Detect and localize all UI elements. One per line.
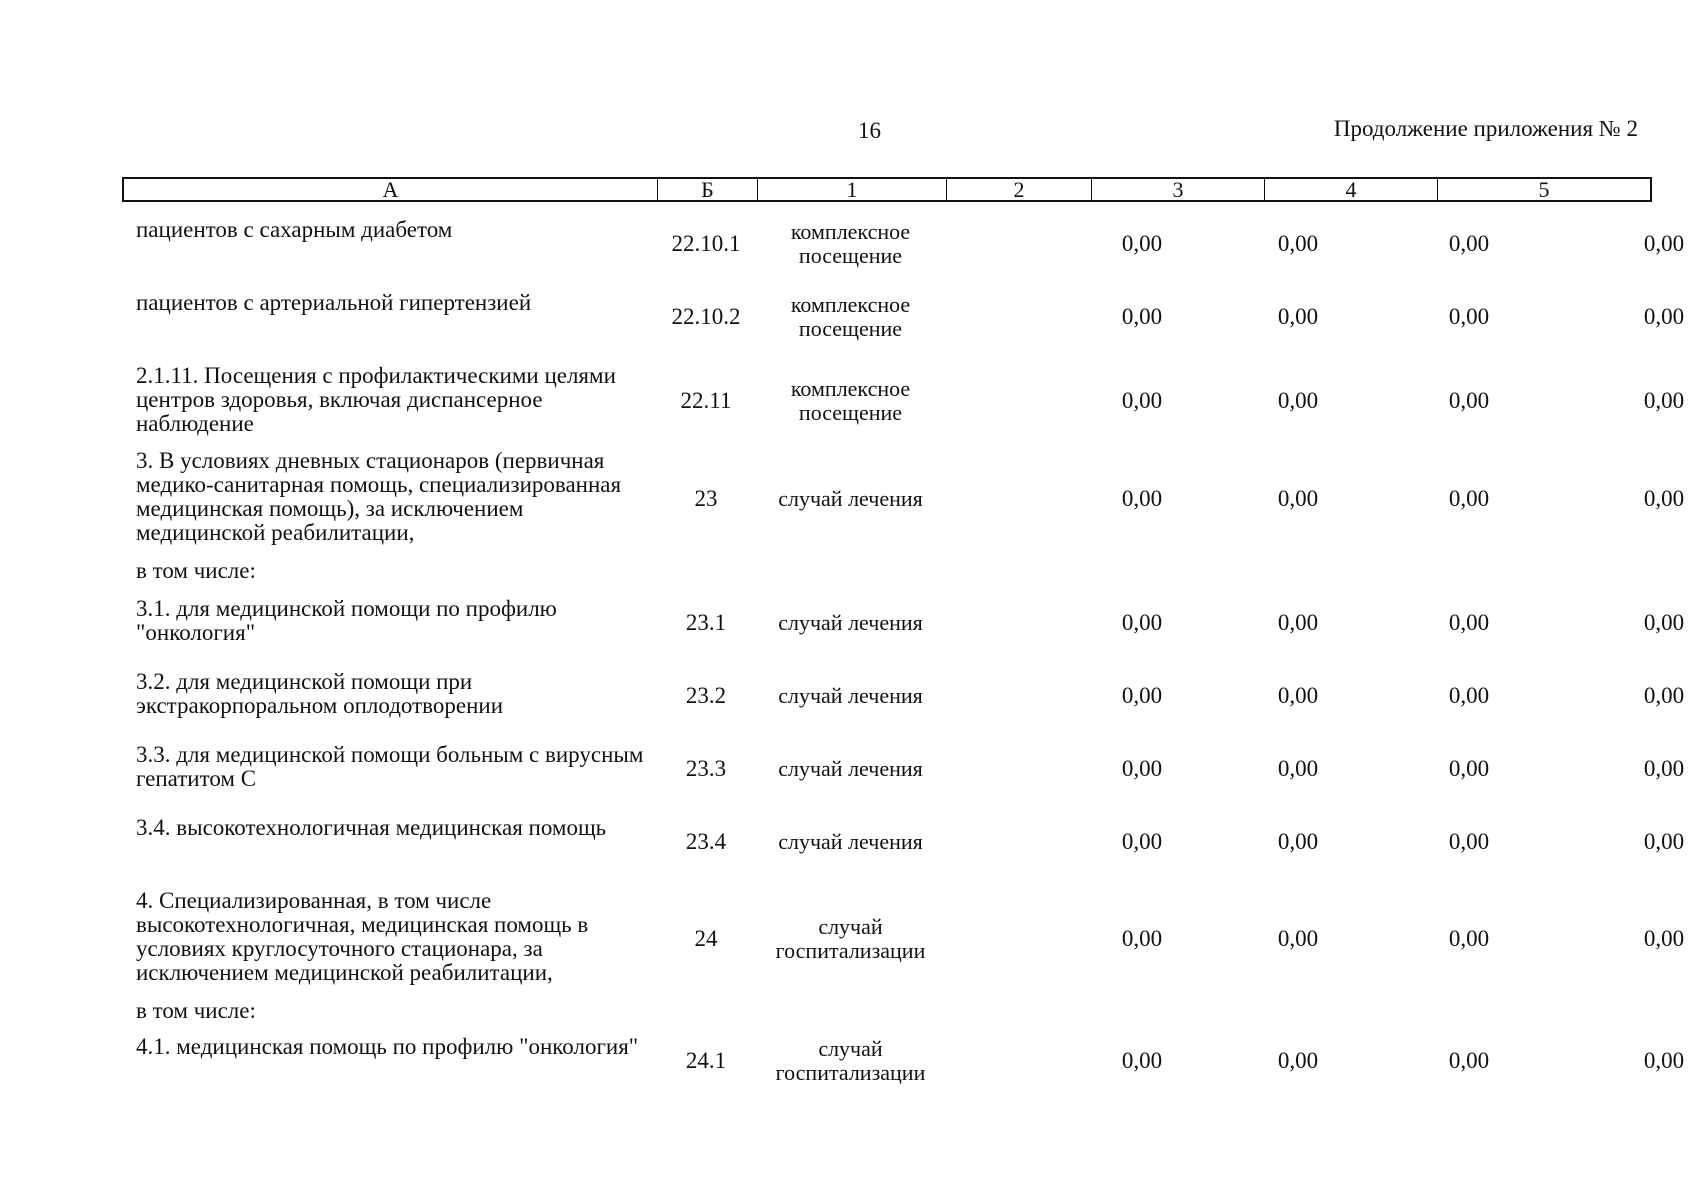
row-value-3: 0,00: [1277, 610, 1319, 635]
section-subheader: в том числе:: [136, 558, 256, 583]
row-code: 24: [694, 926, 718, 951]
row-value-3: 0,00: [1277, 1048, 1319, 1073]
table-row: [122, 217, 1685, 270]
row-value-2: 0,00: [1121, 756, 1163, 781]
row-unit: случай лечения: [778, 829, 923, 854]
table-row: [122, 596, 1685, 649]
row-name: 3.3. для медицинской помощи больным с вирусным гепатитом С: [136, 742, 644, 791]
table-row: [122, 742, 1685, 795]
row-name: 3.1. для медицинской помощи по профилю "онкология": [136, 596, 557, 645]
row-code: 23.3: [685, 756, 727, 781]
row-value-5: 0,00: [1643, 486, 1685, 511]
table-row: [122, 888, 1685, 989]
row-value-3: 0,00: [1277, 926, 1319, 951]
header-cell-1: 1: [758, 179, 947, 200]
row-unit: случай госпитализации: [775, 914, 926, 963]
row-value-3: 0,00: [1277, 756, 1319, 781]
row-name: 4.1. медицинская помощь по профилю "онкология": [136, 1034, 639, 1059]
row-value-4: 0,00: [1448, 926, 1490, 951]
table-row: [122, 1034, 1685, 1087]
row-unit: случай госпитализации: [775, 1036, 926, 1085]
row-name: 2.1.11. Посещения с профилактическими целями центров здоровья, включая диспансерное наблюдение: [136, 363, 616, 436]
row-value-5: 0,00: [1643, 304, 1685, 329]
row-unit: комплексное посещение: [790, 292, 911, 341]
row-value-5: 0,00: [1643, 756, 1685, 781]
row-value-3: 0,00: [1277, 683, 1319, 708]
row-value-3: 0,00: [1277, 388, 1319, 413]
row-value-4: 0,00: [1448, 610, 1490, 635]
row-value-5: 0,00: [1643, 1048, 1685, 1073]
row-value-3: 0,00: [1277, 304, 1319, 329]
row-name: 3.4. высокотехнологичная медицинская помощь: [136, 815, 607, 840]
section-subheader: в том числе:: [136, 998, 256, 1023]
header-cell-5: 5: [1538, 177, 1550, 202]
row-unit: случай лечения: [778, 486, 923, 511]
row-value-3: 0,00: [1277, 829, 1319, 854]
row-unit: комплексное посещение: [790, 219, 911, 268]
row-code: 24.1: [685, 1048, 727, 1073]
table-header: [122, 177, 1652, 202]
header-cell-3: 3: [1092, 179, 1265, 200]
row-value-4: 0,00: [1448, 829, 1490, 854]
row-code: 23: [694, 486, 718, 511]
header-cell-b: Б: [658, 179, 758, 200]
table-row: [122, 290, 1685, 343]
row-value-2: 0,00: [1121, 486, 1163, 511]
row-code: 22.11: [680, 388, 732, 413]
row-code: 23.4: [685, 829, 727, 854]
row-value-3: 0,00: [1277, 486, 1319, 511]
row-value-4: 0,00: [1448, 1048, 1490, 1073]
row-unit: случай лечения: [778, 610, 923, 635]
row-name: 4. Специализированная, в том числе высокотехнологичная, медицинская помощь в условиях круглосуточного стационара, за исключением медицинской реабилитации,: [136, 888, 589, 985]
row-value-2: 0,00: [1121, 610, 1163, 635]
table-row: [122, 669, 1685, 722]
row-value-2: 0,00: [1121, 388, 1163, 413]
table-row: [122, 815, 1685, 868]
row-code: 23.2: [685, 683, 727, 708]
appendix-note: Продолжение приложения № 2: [1333, 116, 1638, 141]
table-row: [122, 448, 1685, 549]
row-value-5: 0,00: [1643, 829, 1685, 854]
header-cell-2: 2: [947, 179, 1092, 200]
row-unit: случай лечения: [778, 683, 923, 708]
row-value-5: 0,00: [1643, 231, 1685, 256]
row-value-4: 0,00: [1448, 304, 1490, 329]
row-value-4: 0,00: [1448, 683, 1490, 708]
row-name: пациентов с сахарным диабетом: [136, 217, 453, 242]
row-name: пациентов с артериальной гипертензией: [136, 290, 532, 315]
table-row: [122, 363, 1685, 438]
row-value-4: 0,00: [1448, 756, 1490, 781]
row-code: 22.10.2: [671, 304, 741, 329]
row-value-2: 0,00: [1121, 683, 1163, 708]
row-name: 3.2. для медицинской помощи при экстракорпоральном оплодотворении: [136, 669, 504, 718]
row-value-2: 0,00: [1121, 304, 1163, 329]
row-value-5: 0,00: [1643, 610, 1685, 635]
row-value-3: 0,00: [1277, 231, 1319, 256]
header-cell-a: А: [124, 179, 658, 200]
row-value-4: 0,00: [1448, 388, 1490, 413]
row-name: 3. В условиях дневных стационаров (первичная медико-санитарная помощь, специализированная медицинская помощь), за исключением медицинской реабилитации,: [136, 448, 622, 545]
row-value-5: 0,00: [1643, 388, 1685, 413]
row-unit: случай лечения: [778, 756, 923, 781]
row-unit: комплексное посещение: [790, 376, 911, 425]
row-value-4: 0,00: [1448, 486, 1490, 511]
row-code: 23.1: [685, 610, 727, 635]
row-value-5: 0,00: [1643, 683, 1685, 708]
row-value-2: 0,00: [1121, 926, 1163, 951]
row-value-2: 0,00: [1121, 231, 1163, 256]
page-number: 16: [858, 118, 881, 143]
row-value-2: 0,00: [1121, 829, 1163, 854]
row-value-2: 0,00: [1121, 1048, 1163, 1073]
row-value-5: 0,00: [1643, 926, 1685, 951]
row-value-4: 0,00: [1448, 231, 1490, 256]
row-code: 22.10.1: [671, 231, 741, 256]
header-cell-4: 4: [1265, 179, 1438, 200]
